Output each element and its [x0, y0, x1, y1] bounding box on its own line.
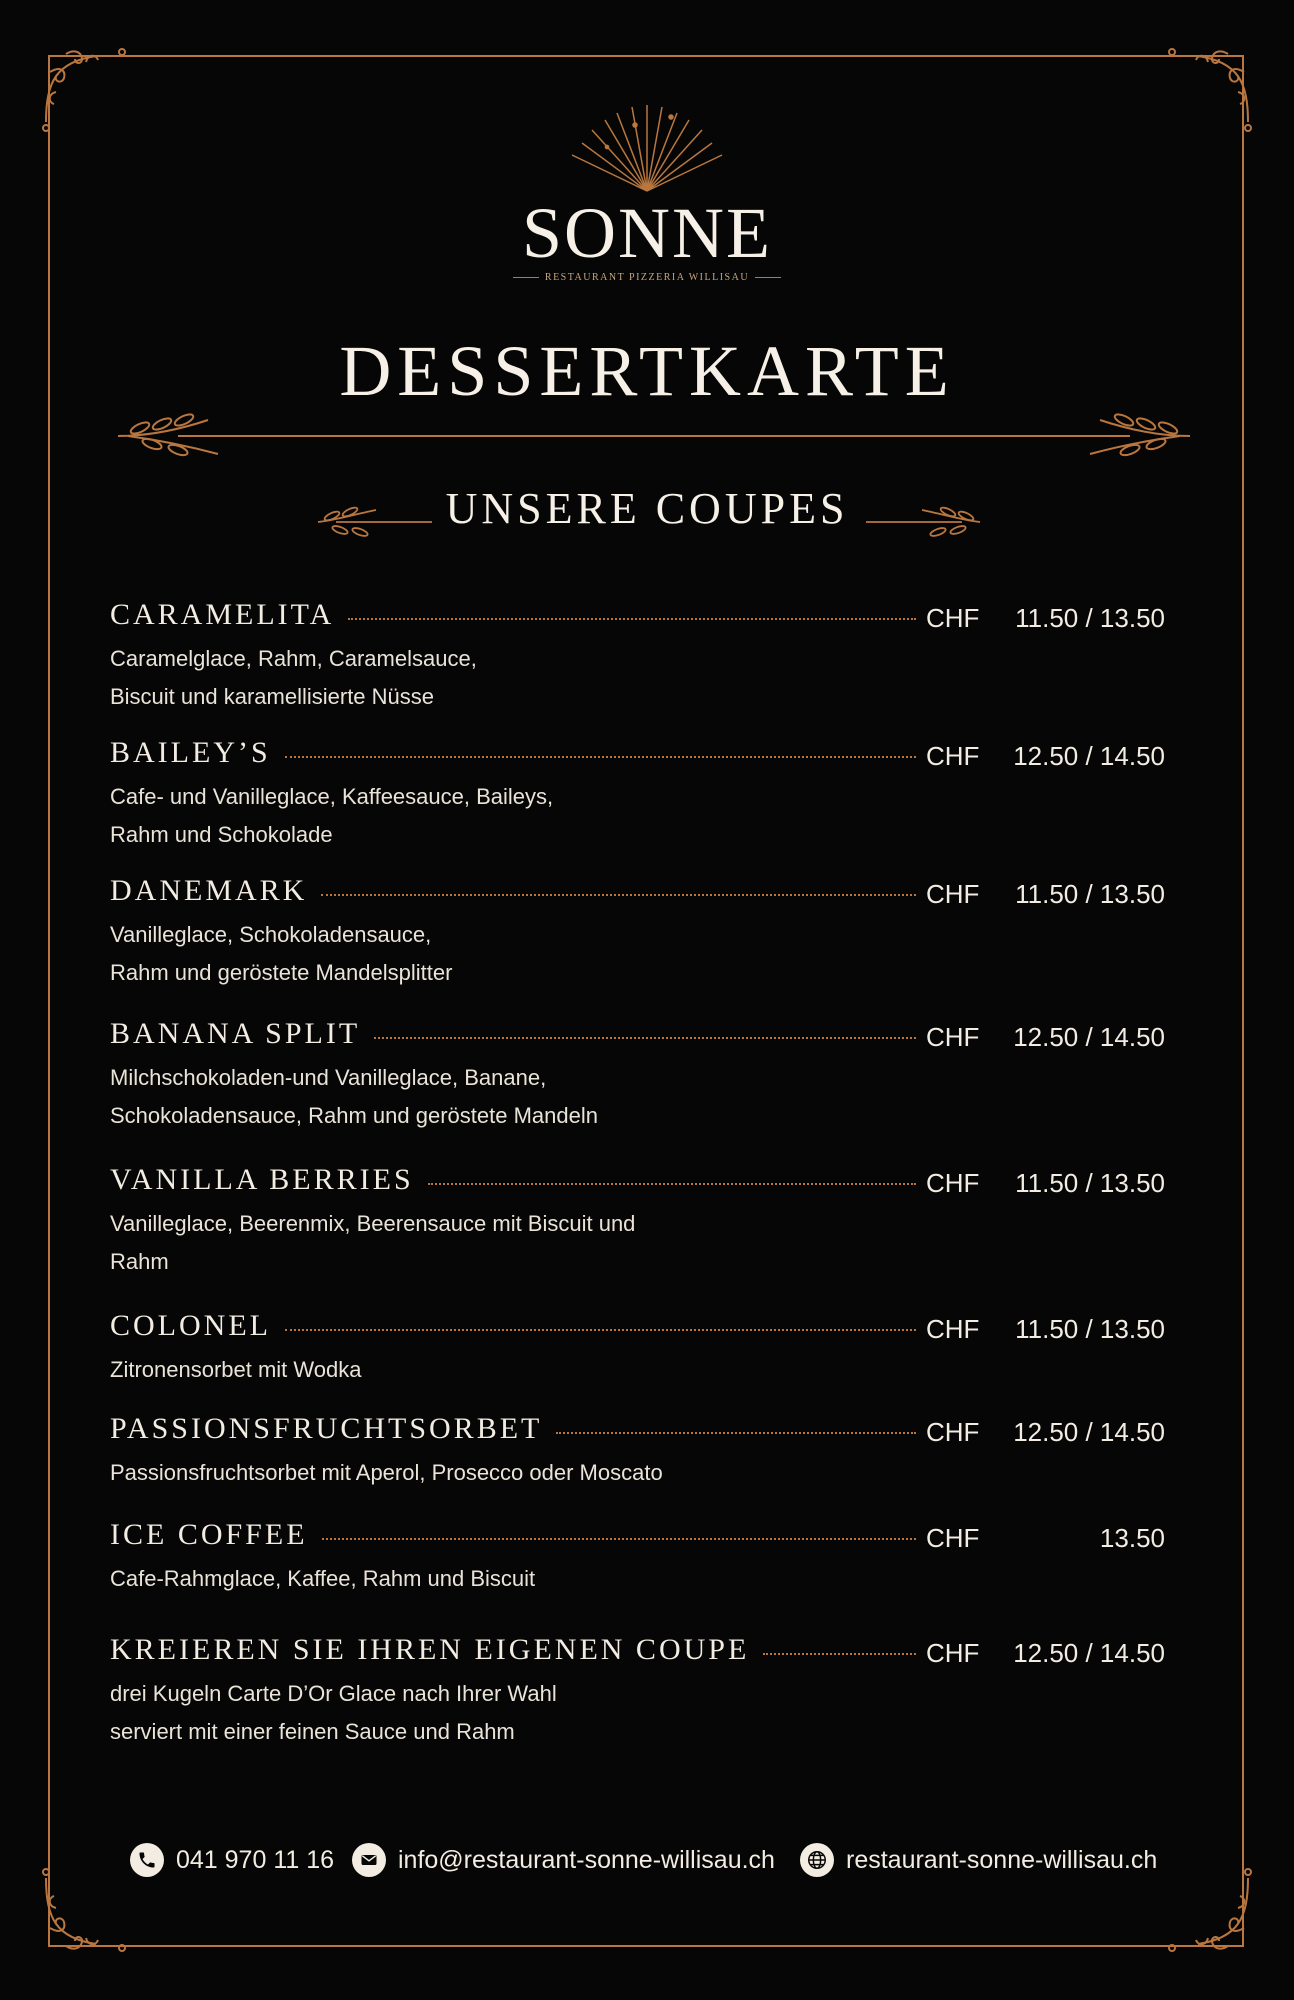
item-name: VANILLA BERRIES — [110, 1163, 414, 1196]
menu-item — [110, 1412, 1165, 1492]
item-price: 12.50 / 14.50 — [1013, 1638, 1165, 1668]
item-name: PASSIONSFRUCHTSORBET — [110, 1412, 543, 1445]
website-url: restaurant-sonne-willisau.ch — [846, 1845, 1158, 1874]
item-price: 12.50 / 14.50 — [1013, 1022, 1165, 1052]
email-address: info@restaurant-sonne-willisau.ch — [398, 1845, 775, 1874]
globe-icon — [800, 1843, 834, 1877]
item-currency: CHF — [926, 1417, 980, 1447]
sun-rays-icon — [0, 95, 1294, 195]
phone-contact[interactable] — [130, 1838, 334, 1882]
menu-item — [110, 1163, 1165, 1281]
mail-icon — [352, 1843, 386, 1877]
item-description: Milchschokoladen-und Vanilleglace, Banane, — [110, 1065, 547, 1090]
leader-dots — [763, 1653, 916, 1655]
phone-icon — [130, 1843, 164, 1877]
leader-dots — [428, 1183, 916, 1185]
item-description: Vanilleglace, Beerenmix, Beerensauce mit Biscuit und — [110, 1211, 636, 1236]
item-price: 12.50 / 14.50 — [1013, 1417, 1165, 1447]
leader-dots — [285, 1329, 916, 1331]
brand-tagline — [0, 272, 1294, 283]
item-description: Zitronensorbet mit Wodka — [110, 1357, 362, 1382]
menu-item — [110, 736, 1165, 854]
item-price: 11.50 / 13.50 — [1015, 603, 1165, 633]
item-name: KREIEREN SIE IHREN EIGENEN COUPE — [110, 1633, 750, 1666]
item-currency: CHF — [926, 1314, 980, 1344]
item-description: Rahm und geröstete Mandelsplitter — [110, 960, 453, 985]
item-name: COLONEL — [110, 1309, 271, 1342]
item-name: BAILEY’S — [110, 736, 271, 769]
item-price: 13.50 — [1099, 1523, 1165, 1553]
item-description: serviert mit einer feinen Sauce und Rahm — [110, 1719, 515, 1744]
menu-item — [110, 874, 1165, 992]
laurel-divider-icon — [118, 410, 1190, 460]
item-name: ICE COFFEE — [110, 1518, 308, 1551]
item-description: Biscuit und karamellisierte Nüsse — [110, 684, 435, 709]
item-price: 11.50 / 13.50 — [1015, 1314, 1165, 1344]
menu-item — [110, 1017, 1165, 1135]
item-description: Rahm — [110, 1249, 169, 1274]
email-contact[interactable] — [352, 1838, 775, 1882]
item-name: CARAMELITA — [110, 598, 335, 631]
item-currency: CHF — [926, 1638, 980, 1668]
item-description: Cafe- und Vanilleglace, Kaffeesauce, Baileys, — [110, 784, 554, 809]
page-title: DESSERTKARTE — [339, 331, 955, 411]
leader-dots — [322, 1538, 916, 1540]
leader-dots — [374, 1037, 916, 1039]
item-currency: CHF — [926, 741, 980, 771]
leader-dots — [556, 1432, 916, 1434]
item-description: Caramelglace, Rahm, Caramelsauce, — [110, 646, 477, 671]
menu-item — [110, 1309, 1165, 1389]
leader-dots — [285, 756, 916, 758]
item-currency: CHF — [926, 603, 980, 633]
brand-name: SONNE — [521, 193, 772, 273]
item-currency: CHF — [926, 1523, 980, 1553]
website-contact[interactable] — [800, 1838, 1157, 1882]
item-price: 11.50 / 13.50 — [1015, 879, 1165, 909]
item-description: drei Kugeln Carte D’Or Glace nach Ihrer Wahl — [110, 1681, 557, 1706]
phone-number: 041 970 11 16 — [176, 1845, 335, 1874]
item-description: Rahm und Schokolade — [110, 822, 333, 847]
leader-dots — [348, 618, 916, 620]
section-heading: UNSERE COUPES — [445, 484, 849, 533]
menu-item — [110, 598, 1165, 716]
menu-item — [110, 1633, 1165, 1751]
item-currency: CHF — [926, 1168, 980, 1198]
item-name: DANEMARK — [110, 874, 308, 907]
item-currency: CHF — [926, 879, 980, 909]
item-price: 12.50 / 14.50 — [1013, 741, 1165, 771]
item-description: Vanilleglace, Schokoladensauce, — [110, 922, 432, 947]
menu-item — [110, 1518, 1165, 1598]
item-description: Cafe-Rahmglace, Kaffee, Rahm und Biscuit — [110, 1566, 536, 1591]
leader-dots — [321, 894, 916, 896]
contact-footer — [0, 1838, 1294, 1882]
item-name: BANANA SPLIT — [110, 1017, 361, 1050]
brand-tagline-text: RESTAURANT PIZZERIA WILLISAU — [544, 272, 750, 283]
item-price: 11.50 / 13.50 — [1015, 1168, 1165, 1198]
item-currency: CHF — [926, 1022, 980, 1052]
item-description: Schokoladensauce, Rahm und geröstete Mandeln — [110, 1103, 598, 1128]
item-description: Passionsfruchtsorbet mit Aperol, Prosecco oder Moscato — [110, 1460, 663, 1485]
laurel-right-icon — [862, 500, 982, 540]
